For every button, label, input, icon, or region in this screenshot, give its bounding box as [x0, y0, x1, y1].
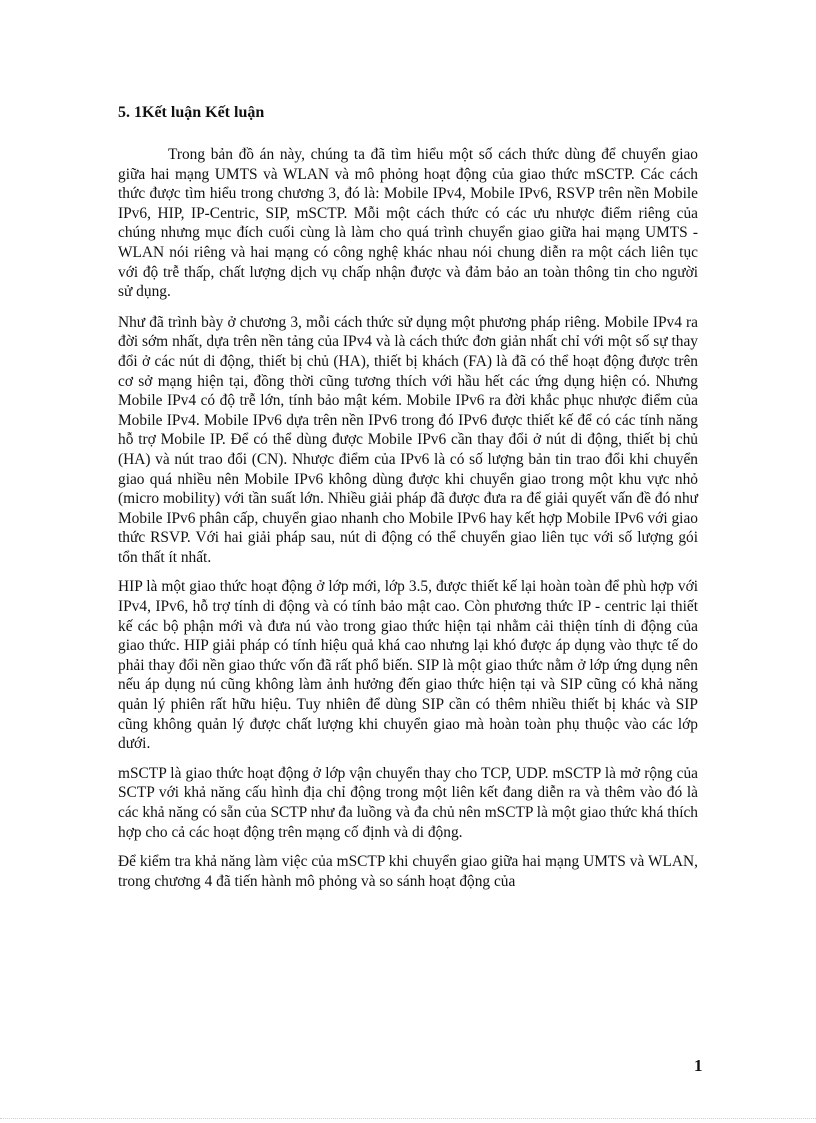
page-divider [0, 1118, 816, 1119]
paragraph-msctp: mSCTP là giao thức hoạt động ở lớp vận chuyển thay cho TCP, UDP. mSCTP là mở rộng của SCTP với khả năng cấu hình địa chỉ động trong một liên kết đang diễn ra và thêm vào đó là các khả năng có sẵn của SCTP như đa luồng và đa chủ nên mSCTP là một giao thức khá thích hợp cho cả các hoạt động trên mạng cố định và di động. [118, 764, 698, 841]
section-heading: 5. 1Kết luận Kết luận [118, 104, 265, 121]
paragraph-mobile-ip: Như đã trình bày ở chương 3, mỗi cách thức sử dụng một phương pháp riêng. Mobile IPv4 ra đời sớm nhất, dựa trên nền tảng của IPv4 và là cách thức đơn giản nhất chỉ với một số sự thay đổi ở các nút di động, thiết bị chủ (HA), thiết bị khách (FA) là đã có thể hoạt động được trên cơ sở mạng hiện tại, đồng thời cũng tương thích với hầu hết các ứng dụng hiện có. Nhưng Mobile IPv4 có độ trễ lớn, tính bảo mật kém. Mobile IPv6 ra đời khắc phục nhược điểm của Mobile IPv4. Mobile IPv6 dựa trên nền IPv6 trong đó IPv6 được thiết kế để có các tính năng hỗ trợ Mobile IP. Để có thể dùng được Mobile IPv6 cần thay đổi ở nút di động, thiết bị chủ (HA) và nút trao đổi (CN). Nhược điểm của IPv6 là có số lượng bản tin trao đổi khi chuyển giao quá nhiều nên Mobile IPv6 không dùng được khi chuyển giao trong một khu vực nhỏ (micro mobility) với tần suất lớn. Nhiều giải pháp đã được đưa ra để giải quyết vấn đề đó như Mobile IPv6 phân cấp, chuyển giao nhanh cho Mobile IPv6 hay kết hợp Mobile IPv6 với giao thức RSVP. Với hai giải pháp sau, nút di động có thể chuyển giao liên tục với số lượng gói tổn thất ít nhất. [118, 313, 698, 566]
page-number: 1 [694, 1056, 703, 1075]
paragraph-simulation: Để kiểm tra khả năng làm việc của mSCTP khi chuyển giao giữa hai mạng UMTS và WLAN, trong chương 4 đã tiến hành mô phỏng và so sánh hoạt động của [118, 853, 698, 890]
document-body [118, 145, 698, 901]
paragraph-intro: Trong bản đồ án này, chúng ta đã tìm hiểu một số cách thức dùng để chuyển giao giữa hai mạng UMTS và WLAN và mô phỏng hoạt động của giao thức mSCTP. Các cách thức được tìm hiểu trong chương 3, đó là: Mobile IPv4, Mobile IPv6, RSVP trên nền Mobile IPv6, HIP, IP-Centric, SIP, mSCTP. Mỗi một cách thức có các ưu nhược điểm riêng của chúng nhưng mục đích cuối cùng là làm cho quá trình chuyển giao giữa hai mạng UMTS - WLAN nói riêng và hai mạng có công nghệ khác nhau nói chung diễn ra một cách liên tục với độ trễ thấp, chất lượng dịch vụ chấp nhận được và đảm bảo an toàn thông tin cho người sử dụng. [118, 146, 698, 301]
paragraph-hip-sip: HIP là một giao thức hoạt động ở lớp mới, lớp 3.5, được thiết kế lại hoàn toàn để phù hợp với IPv4, IPv6, hỗ trợ tính di động và có tính bảo mật cao. Còn phương thức IP - centric lại thiết kế các bộ phận mới và đưa nú vào trong giao thức hiện tại nhằm cải thiện tính di động của giao thức. HIP giải pháp có tính hiệu quả khá cao nhưng lại khó được áp dụng vào thực tế do phải thay đổi nền giao thức vốn đã rất phổ biến. SIP là một giao thức nằm ở lớp ứng dụng nên nếu áp dụng nú cũng không làm ảnh hưởng đến giao thức hiện tại và SIP cũng có khả năng quản lý phiên rất hữu hiệu. Tuy nhiên để dùng SIP cần có thêm nhiều thiết bị khác và SIP cũng không quản lý được chất lượng khi chuyển giao mà hoàn toàn phụ thuộc vào các lớp dưới. [118, 578, 698, 753]
